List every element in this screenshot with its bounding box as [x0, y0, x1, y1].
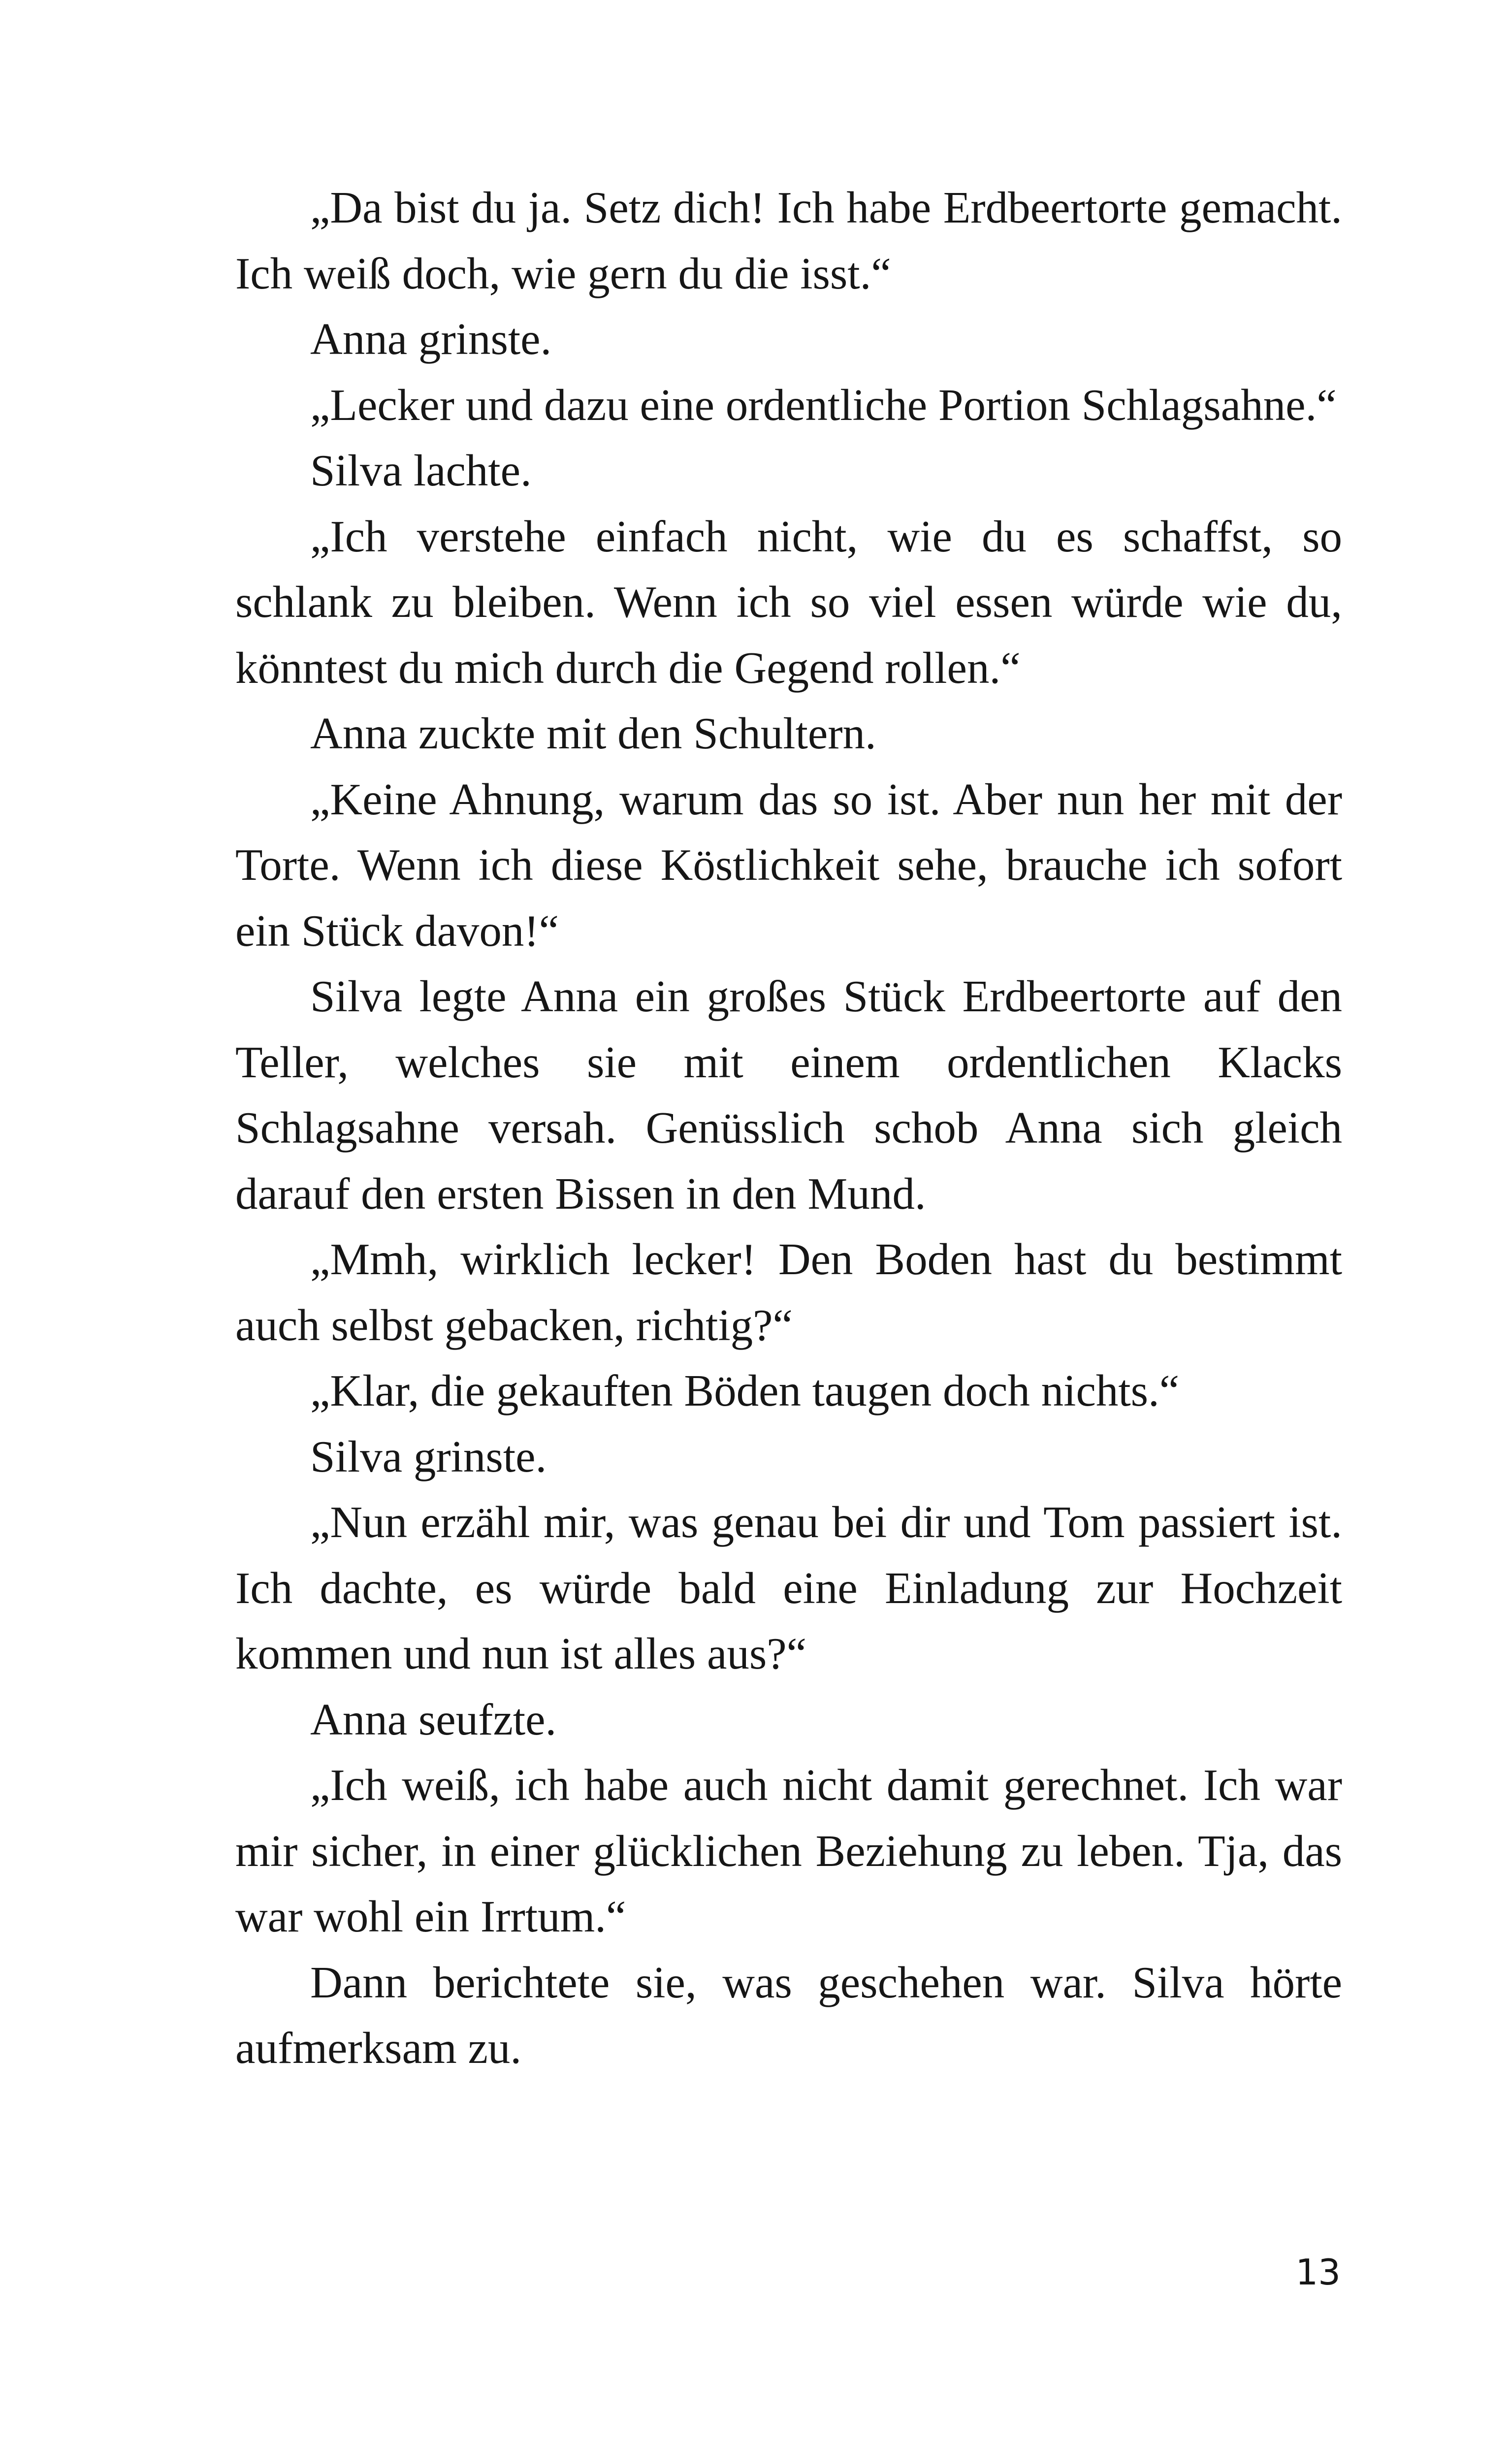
paragraph: „Mmh, wirklich lecker! Den Boden hast du bestimmt auch selbst gebacken, richtig?“	[235, 1234, 1342, 1350]
paragraph: Silva grinste.	[310, 1431, 547, 1481]
paragraph: „Klar, die gekauften Böden taugen doch nichts.“	[310, 1366, 1180, 1415]
paragraph: „Nun erzähl mir, was genau bei dir und Tom passiert ist. Ich dachte, es würde bald eine Einladung zur Hochzeit kommen und nun ist alles aus?“	[235, 1497, 1342, 1678]
paragraph: Anna seufzte.	[310, 1694, 557, 1744]
paragraph: Silva legte Anna ein großes Stück Erdbeertorte auf den Teller, welches sie mit einem ordentlichen Klacks Schlagsahne versah. Genüsslich schob Anna sich gleich darauf den ersten Bissen in den Mund.	[235, 971, 1342, 1219]
paragraph: Dann berichtete sie, was geschehen war. Silva hörte aufmerksam zu.	[235, 1957, 1342, 2073]
paragraph: „Keine Ahnung, warum das so ist. Aber nun her mit der Torte. Wenn ich diese Köstlichkeit sehe, brauche ich sofort ein Stück davon!“	[235, 774, 1342, 956]
paragraph: Anna zuckte mit den Schultern.	[310, 708, 876, 758]
paragraph: „Ich verstehe einfach nicht, wie du es schaffst, so schlank zu bleiben. Wenn ich so viel essen würde wie du, könntest du mich durch die Gegend rollen.“	[235, 511, 1342, 693]
paragraph: Anna grinste.	[310, 314, 552, 364]
paragraph: Silva lachte.	[310, 446, 532, 495]
paragraph: „Lecker und dazu eine ordentliche Portion Schlagsahne.“	[310, 380, 1337, 430]
paragraph: „Da bist du ja. Setz dich! Ich habe Erdbeertorte gemacht. Ich weiß doch, wie gern du die isst.“	[235, 183, 1342, 298]
page-number: 13	[1295, 2251, 1341, 2293]
body-text	[235, 175, 1342, 2081]
paragraph: „Ich weiß, ich habe auch nicht damit gerechnet. Ich war mir sicher, in einer glücklichen Beziehung zu leben. Tja, das war wohl ein Irrtum.“	[235, 1760, 1342, 1941]
